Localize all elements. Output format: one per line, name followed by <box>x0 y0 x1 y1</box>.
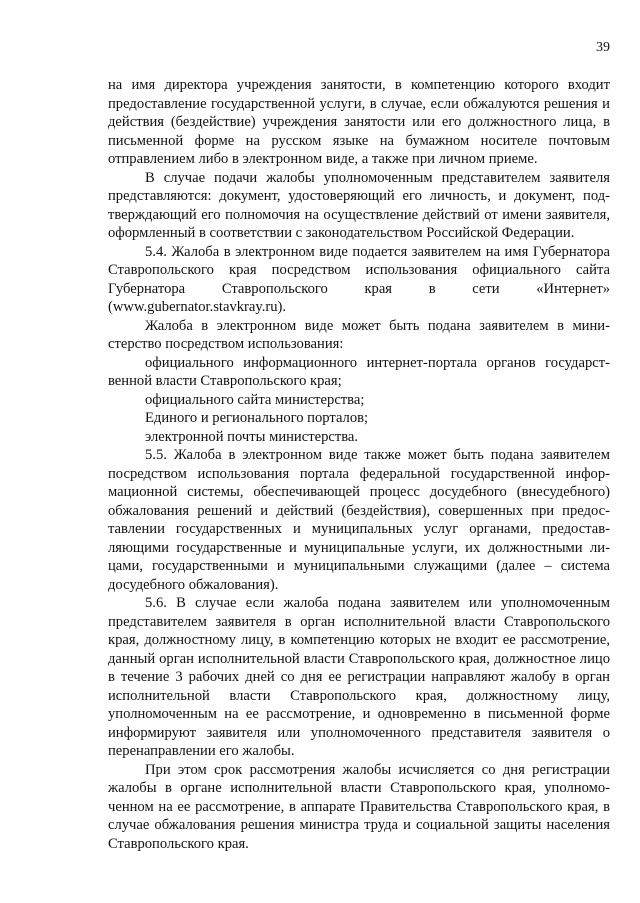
paragraph: 5.6. В случае если жалоба подана заявителем или уполномоченным представителем заявителя в орган исполнительной власти Ставропольского края, должностному лицу, в компетенцию которых не входит ее рассмотрение, данный орган исполнительной власти Ставропольского края, должностное лицо в течение 3 рабочих дней со дня ее регистрации направляют жалобу в орган исполнительной власти Ставропольского края, должностному лицу, уполномоченным на ее рассмотрение, и одновременно в письменной форме информируют заявителя или уполномоченного представителя заявителя о перенаправлении его жалобы. <box>108 595 610 759</box>
paragraph: (www.gubernator.stavkray.ru). <box>108 299 287 315</box>
paragraph: При этом срок рассмотрения жалобы исчисляется со дня регистрации жалобы в органе исполнительной власти Ставропольского края, уполномоченном на ее рассмотрение, в аппарате Правительства Ставропольского края, в случае обжалования решения министра труда и социальной защиты населения Ставропольского края. <box>108 761 610 852</box>
list-item: электронной почты министерства. <box>145 428 359 445</box>
list-item: Единого и регионального порталов; <box>145 410 369 426</box>
list-item: официального информационного интернет-портала органов государственной власти Ставропольского края; <box>108 354 610 389</box>
paragraph: В случае подачи жалобы уполномоченным представителем заявителя представляются: документ, удостоверяющий его личность, и документ, подтверждающий его полномочия на осуществление действий от имени заявителя, оформленный в соответствии с законодательством Российской Федерации. <box>108 169 610 241</box>
paragraph: 5.4. Жалоба в электронном виде подается заявителем на имя Губернатора Ставропольского края посредством использования официального сайта Губернатора Ставропольского края в сети «Интернет» <box>108 243 610 297</box>
list-item: официального сайта министерства; <box>145 391 365 408</box>
document-body <box>108 76 610 853</box>
paragraph: на имя директора учреждения занятости, в компетенцию которого входит предоставление государственной услуги, в случае, если обжалуются решения и действия (бездействие) учреждения занятости или его должностного лица, в письменной форме на русском языке на бумажном носителе почтовым отправлением либо в электронном виде, а также при личном приеме. <box>108 77 610 167</box>
paragraph: 5.5. Жалоба в электронном виде также может быть подана заявителем посредством использования портала федеральной государственной информационной системы, обеспечивающей процесс досудебного (внесудебного) обжалования решений и действий (бездействия), совершенных при предоставлении государственных и муниципальных услуг органами, предоставляющими государственные и муниципальные услуги, их должностными лицами, государственными и муниципальными служащими (далее – система досудебного обжалования). <box>108 447 610 593</box>
paragraph: Жалоба в электронном виде может быть подана заявителем в министерство посредством использования: <box>108 317 610 352</box>
page-number: 39 <box>596 40 610 55</box>
